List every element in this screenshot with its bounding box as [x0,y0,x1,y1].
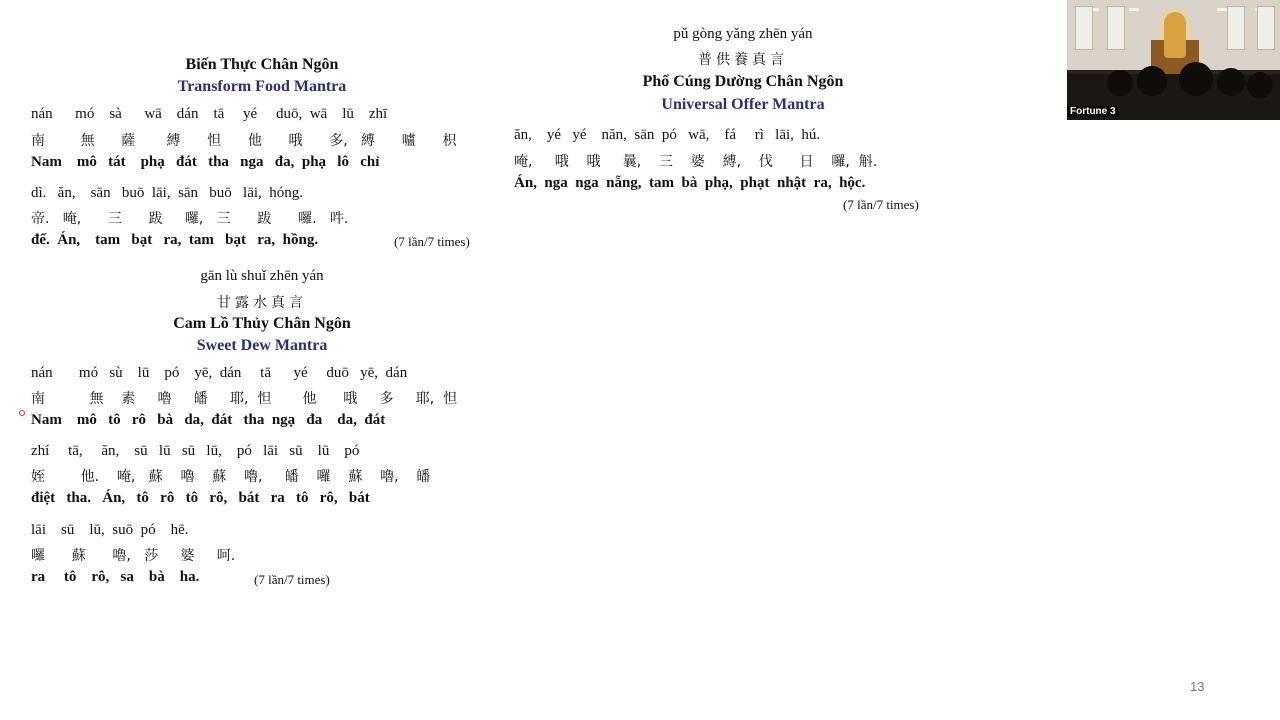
attendee-head [1247,72,1273,98]
sweet-dew-chinese-line-1: 南 無 素 嚕 皤 耶, 怛 他 哦 多 耶, 怛 [31,391,458,407]
attendee-head [1137,66,1167,96]
sweet-dew-chinese-line-3: 囉 蘇 嚕, 莎 婆 呵. [31,548,236,564]
window [1075,6,1093,50]
universal-offer-pinyin-line: ăn, yé yé năn, sān pó wā, fá rì lāi, hú. [514,127,821,143]
sweet-dew-vietnamese-line-3: ra tô rô, sa bà ha. [31,569,200,585]
sweet-dew-pinyin-title: gān lù shuǐ zhēn yán [200,268,324,284]
transform-food-title-vn: Biến Thực Chân Ngôn [185,56,339,73]
window [1107,6,1125,50]
sweet-dew-vietnamese-line-2: điệt tha. Án, tô rô tô rô, bát ra tô rô, bát [31,490,370,506]
ceiling-light [1217,8,1227,11]
sweet-dew-pinyin-line-1: nán mó sù lū pó yē, dán tā yé duō yē, dán [31,365,408,381]
ceiling-light [1129,8,1139,11]
transform-food-pinyin-line-2: dì. ăn, sān buō lāi, sān buō lāi, hóng. [31,185,304,201]
sweet-dew-chinese-title: 甘露水真言 [217,295,307,311]
attendee-head [1217,68,1245,96]
sweet-dew-repeat-note: (7 lần/7 times) [254,572,330,587]
universal-offer-vietnamese-line: Án, nga nga nẵng, tam bà phạ, phạt nhật ra, hộc. [514,175,866,191]
universal-offer-chinese-title: 普供養真言 [698,52,788,68]
participant-video-tile[interactable] [1067,0,1280,120]
transform-food-vietnamese-line-1: Nam mô tát phạ đát tha nga đa, phạ lô chỉ [31,154,380,170]
universal-offer-repeat-note: (7 lần/7 times) [843,197,919,212]
window [1257,6,1275,50]
sweet-dew-title-en: Sweet Dew Mantra [196,337,328,354]
sweet-dew-pinyin-line-2: zhí tā, ăn, sū lū sū lū, pó lāi sū lū pó [31,443,360,459]
transform-food-chinese-line-1: 南 無 薩 縛 怛 他 哦 多, 縛 嚧 枳 [31,133,457,149]
participant-name-label: Fortune 3 [1067,106,1119,117]
window [1227,6,1245,50]
sweet-dew-pinyin-line-3: lāi sū lū, suō pó hē. [31,522,189,538]
sweet-dew-chinese-line-2: 姪 他. 唵, 蘇 嚕 蘇 嚕, 皤 囉 蘇 嚕, 皤 [31,469,431,485]
buddha-statue [1164,12,1186,58]
universal-offer-title-vn: Phổ Cúng Dường Chân Ngôn [642,73,844,90]
transform-food-vietnamese-line-2: đế. Án, tam bạt ra, tam bạt ra, hồng. [31,232,319,248]
universal-offer-pinyin-title: pǔ gòng yǎng zhēn yán [673,26,813,42]
universal-offer-title-en: Universal Offer Mantra [661,96,825,113]
universal-offer-chinese-line: 唵, 哦 哦 曩, 三 婆 縛, 伐 日 囉, 斛. [514,154,878,170]
laser-pointer-dot [17,408,27,418]
slide-page-number: 13 [1190,679,1205,694]
sweet-dew-title-vn: Cam Lồ Thủy Chân Ngôn [173,315,351,332]
attendee-head [1179,62,1213,96]
transform-food-pinyin-line-1: nán mó sà wā dán tā yé duō, wā lū zhī [31,106,388,122]
transform-food-title-en: Transform Food Mantra [177,78,347,95]
transform-food-repeat-note: (7 lần/7 times) [394,234,470,249]
attendee-head [1107,70,1133,96]
sweet-dew-vietnamese-line-1: Nam mô tô rô bà da, đát tha ngạ đa da, đát [31,412,386,428]
transform-food-chinese-line-2: 帝. 唵, 三 跋 囉, 三 跋 囉. 吽. [31,211,349,227]
